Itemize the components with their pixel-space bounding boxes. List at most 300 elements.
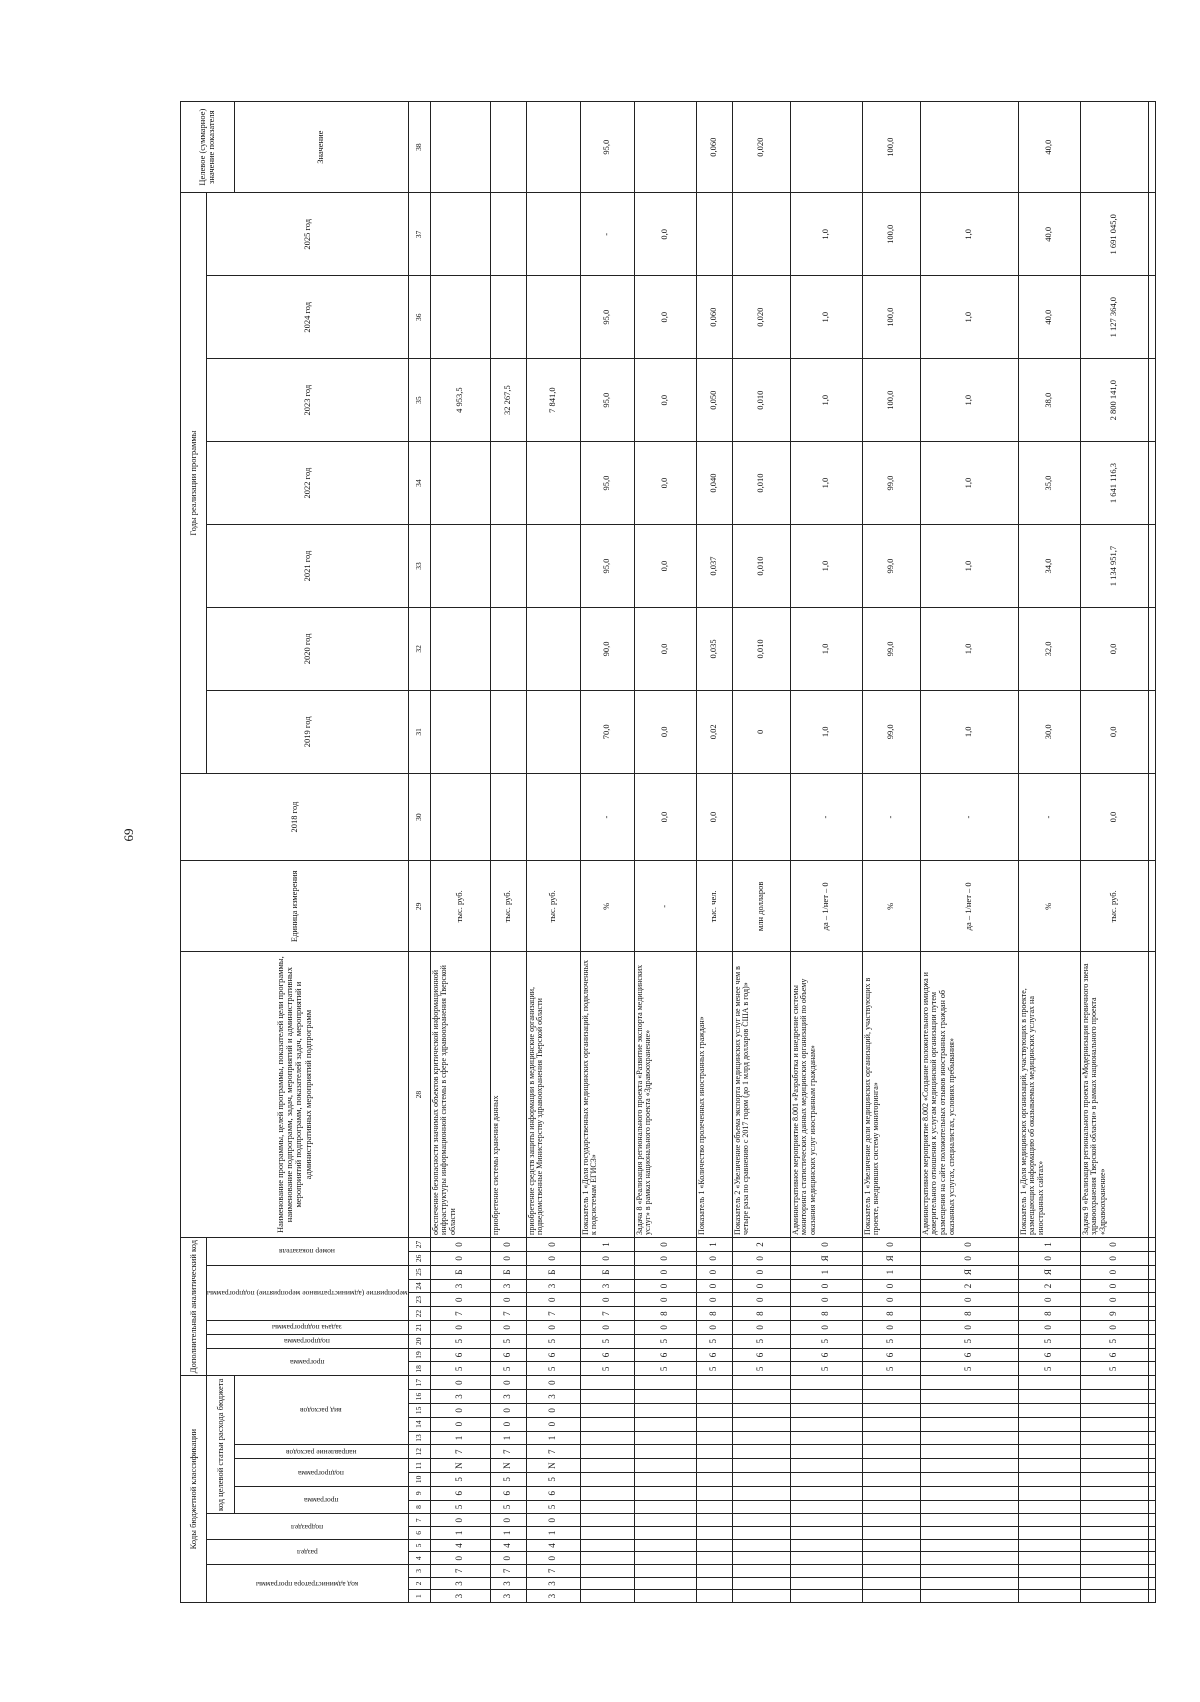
code-cell: 6: [732, 1348, 790, 1362]
code-cell: 3: [490, 1590, 526, 1603]
code-cell: 0: [430, 1320, 490, 1334]
code-cell: 0: [430, 1403, 490, 1417]
a-subprogram-header: [207, 1334, 409, 1348]
code-cell: [862, 1590, 920, 1603]
code-cell: 0: [526, 1251, 580, 1265]
value-cell: [430, 690, 490, 773]
code-cell: [634, 1500, 696, 1514]
code-cell: [696, 1590, 732, 1603]
code-cell: [920, 1577, 1018, 1590]
value-cell: 70,0: [580, 690, 634, 773]
program-code-header: [234, 1486, 408, 1514]
code-cell: 0: [430, 1514, 490, 1527]
code-cell: [790, 1390, 862, 1404]
code-cell: 4: [430, 1539, 490, 1552]
code-cell: 0: [732, 1251, 790, 1265]
column-number: 32: [408, 607, 430, 690]
value-cell: 0,0: [634, 359, 696, 442]
column-number: 8: [408, 1500, 430, 1514]
code-cell: [732, 1486, 790, 1500]
code-cell: 5: [732, 1334, 790, 1348]
code-cell: 5: [490, 1334, 526, 1348]
value-cell: [526, 442, 580, 525]
value-cell: [526, 276, 580, 359]
code-cell: 8: [696, 1307, 732, 1321]
code-cell: 0: [430, 1251, 490, 1265]
code-cell: [1080, 1376, 1148, 1390]
code-cell: [1018, 1403, 1080, 1417]
year-2023-header: 2023 год: [207, 359, 409, 442]
code-cell: [1148, 1293, 1155, 1307]
row-unit: [1148, 861, 1155, 952]
year-2021-header: 2021 год: [207, 525, 409, 608]
value-cell: 1 641 116,3: [1080, 442, 1148, 525]
value-cell: 0,0: [696, 773, 732, 861]
year-2022-header: 2022 год: [207, 442, 409, 525]
value-cell: [490, 525, 526, 608]
value-cell: [1148, 442, 1155, 525]
value-cell: 32,0: [1018, 607, 1080, 690]
code-cell: [862, 1552, 920, 1565]
code-cell: [580, 1577, 634, 1590]
code-cell: [862, 1417, 920, 1431]
column-number: 23: [408, 1293, 430, 1307]
code-cell: [1080, 1590, 1148, 1603]
code-cell: [920, 1431, 1018, 1445]
code-cell: [634, 1590, 696, 1603]
code-cell: [580, 1390, 634, 1404]
value-cell: 99,0: [862, 690, 920, 773]
column-number: 27: [408, 1237, 430, 1251]
code-cell: 3: [430, 1390, 490, 1404]
code-cell: [1018, 1472, 1080, 1486]
a-subprogram-label: подпрограмма: [284, 1337, 331, 1347]
value-cell: 1,0: [790, 276, 862, 359]
code-cell: Я: [920, 1265, 1018, 1279]
value-cell: [1148, 359, 1155, 442]
value-cell: -: [1018, 773, 1080, 861]
section-header: [207, 1539, 409, 1564]
code-cell: 8: [1018, 1307, 1080, 1321]
value-cell: [490, 276, 526, 359]
code-cell: [1148, 1376, 1155, 1390]
code-cell: [920, 1527, 1018, 1540]
code-cell: [1148, 1500, 1155, 1514]
code-cell: [634, 1417, 696, 1431]
code-cell: [790, 1403, 862, 1417]
year-2024-header: 2024 год: [207, 276, 409, 359]
code-cell: [1080, 1403, 1148, 1417]
program-code-label: программа: [303, 1496, 339, 1506]
code-cell: 1: [526, 1431, 580, 1445]
code-cell: [790, 1500, 862, 1514]
code-cell: [920, 1417, 1018, 1431]
value-cell: 0,060: [696, 102, 732, 193]
value-cell: 0,010: [732, 442, 790, 525]
value-cell: 4 953,5: [430, 359, 490, 442]
code-cell: [634, 1539, 696, 1552]
row-name: обеспечение безопасности значимых объектов критической информационной инфраструктуры информационной системы в сфере здравоохранения Тверской области: [430, 952, 490, 1238]
code-cell: 0: [526, 1237, 580, 1251]
value-cell: 0,040: [696, 442, 732, 525]
code-cell: 2: [732, 1237, 790, 1251]
value-cell: [790, 102, 862, 193]
code-cell: 0: [526, 1293, 580, 1307]
code-cell: [580, 1431, 634, 1445]
value-cell: -: [920, 773, 1018, 861]
column-number: 9: [408, 1486, 430, 1500]
code-cell: [790, 1565, 862, 1578]
value-cell: 1,0: [790, 359, 862, 442]
value-cell: [430, 193, 490, 276]
value-cell: [490, 773, 526, 861]
table-row: [430, 102, 490, 1603]
code-cell: [732, 1552, 790, 1565]
code-cell: 0: [1080, 1293, 1148, 1307]
value-cell: 0,0: [634, 773, 696, 861]
code-cell: [634, 1527, 696, 1540]
code-cell: 0: [920, 1293, 1018, 1307]
code-cell: 5: [490, 1362, 526, 1376]
value-cell: -: [790, 773, 862, 861]
code-cell: 0: [430, 1417, 490, 1431]
code-cell: 5: [790, 1334, 862, 1348]
code-cell: 5: [634, 1334, 696, 1348]
code-cell: [1148, 1390, 1155, 1404]
code-cell: 0: [732, 1293, 790, 1307]
code-cell: 0: [490, 1251, 526, 1265]
code-cell: [696, 1390, 732, 1404]
code-cell: [790, 1514, 862, 1527]
code-cell: [696, 1486, 732, 1500]
code-cell: Я: [790, 1251, 862, 1265]
code-cell: Б: [580, 1265, 634, 1279]
code-cell: [1080, 1417, 1148, 1431]
a-indicator-header: [207, 1237, 409, 1265]
code-cell: 7: [580, 1307, 634, 1321]
value-cell: 40,0: [1018, 276, 1080, 359]
value-cell: 95,0: [580, 442, 634, 525]
code-cell: [1018, 1552, 1080, 1565]
code-cell: 3: [430, 1590, 490, 1603]
code-cell: [862, 1445, 920, 1459]
code-cell: [1148, 1265, 1155, 1279]
value-cell: [1148, 690, 1155, 773]
column-number: 21: [408, 1320, 430, 1334]
value-cell: -: [580, 193, 634, 276]
code-cell: [732, 1527, 790, 1540]
column-number: 33: [408, 525, 430, 608]
code-cell: [1080, 1552, 1148, 1565]
code-cell: 0: [490, 1417, 526, 1431]
code-cell: [1148, 1472, 1155, 1486]
code-cell: [1148, 1590, 1155, 1603]
code-cell: 5: [696, 1334, 732, 1348]
code-cell: 0: [696, 1293, 732, 1307]
column-number: 17: [408, 1376, 430, 1390]
value-cell: 99,0: [862, 525, 920, 608]
a-measure-label: мероприятие (административное мероприятие) подпрограммы: [207, 1288, 408, 1298]
a-program-header: [207, 1348, 409, 1376]
code-cell: 0: [1080, 1279, 1148, 1293]
code-cell: 0: [920, 1251, 1018, 1265]
value-cell: 0,0: [634, 276, 696, 359]
a-indicator-label: номер показателя: [279, 1247, 336, 1257]
code-cell: 0: [1080, 1320, 1148, 1334]
value-cell: [430, 442, 490, 525]
value-cell: -: [580, 773, 634, 861]
code-cell: [634, 1390, 696, 1404]
code-cell: [732, 1565, 790, 1578]
column-number: 13: [408, 1431, 430, 1445]
code-cell: Б: [430, 1265, 490, 1279]
expense-item-header: код целевой статьи расхода бюджета: [207, 1376, 235, 1514]
row-name: Административное мероприятие 8.001 «Разработка и внедрение системы мониторинга статистических данных медицинских организаций по объему оказания медицинских услуг иностранным гражданам»: [790, 952, 862, 1238]
value-cell: 1 691 045,0: [1080, 193, 1148, 276]
code-cell: 8: [790, 1307, 862, 1321]
code-cell: [1148, 1445, 1155, 1459]
column-number: 29: [408, 861, 430, 952]
value-cell: 2 800 141,0: [1080, 359, 1148, 442]
column-number: 15: [408, 1403, 430, 1417]
value-cell: 0,0: [634, 193, 696, 276]
code-cell: 0: [634, 1237, 696, 1251]
code-cell: [920, 1500, 1018, 1514]
column-number: 37: [408, 193, 430, 276]
value-cell: 0,020: [732, 276, 790, 359]
page-number: 69: [121, 828, 136, 842]
code-cell: [732, 1590, 790, 1603]
row-unit: тыс. руб.: [1080, 861, 1148, 952]
code-cell: [580, 1527, 634, 1540]
column-number: 4: [408, 1552, 430, 1565]
code-cell: 0: [490, 1320, 526, 1334]
value-cell: [732, 773, 790, 861]
code-cell: 5: [862, 1334, 920, 1348]
code-cell: 6: [696, 1348, 732, 1362]
column-number: 7: [408, 1514, 430, 1527]
value-cell: [526, 193, 580, 276]
code-cell: [1148, 1362, 1155, 1376]
value-cell: [1148, 773, 1155, 861]
code-cell: 1: [526, 1527, 580, 1540]
column-number: 10: [408, 1472, 430, 1486]
column-number: 19: [408, 1348, 430, 1362]
code-cell: 0: [634, 1293, 696, 1307]
value-cell: [696, 193, 732, 276]
code-cell: 5: [490, 1500, 526, 1514]
code-cell: 0: [526, 1403, 580, 1417]
value-cell: 30,0: [1018, 690, 1080, 773]
code-cell: [580, 1539, 634, 1552]
value-cell: 0,060: [696, 276, 732, 359]
row-unit: -: [634, 861, 696, 952]
row-name: Показатель 1 «Увеличение доли медицинских организаций, участвующих в проекте, внедривших систему мониторинга»: [862, 952, 920, 1238]
code-cell: [920, 1552, 1018, 1565]
code-cell: [732, 1417, 790, 1431]
code-cell: [634, 1486, 696, 1500]
table-row: [1148, 102, 1155, 1603]
code-cell: [1148, 1307, 1155, 1321]
direction-code-header: [234, 1445, 408, 1459]
code-cell: [1018, 1390, 1080, 1404]
admin-code-label: код администратора программы: [256, 1579, 359, 1589]
code-cell: [862, 1486, 920, 1500]
a-measure-header: [207, 1265, 409, 1320]
code-cell: [580, 1472, 634, 1486]
code-cell: [1148, 1348, 1155, 1362]
value-cell: 0,0: [634, 690, 696, 773]
code-cell: 9: [1080, 1307, 1148, 1321]
code-cell: [1080, 1431, 1148, 1445]
code-cell: 5: [634, 1362, 696, 1376]
value-cell: [732, 193, 790, 276]
code-cell: 5: [490, 1472, 526, 1486]
code-cell: [862, 1390, 920, 1404]
value-cell: 0,010: [732, 359, 790, 442]
code-cell: 0: [1018, 1320, 1080, 1334]
value-cell: 1,0: [920, 193, 1018, 276]
code-cell: 0: [526, 1417, 580, 1431]
table-row: [790, 102, 862, 1603]
code-cell: 7: [526, 1307, 580, 1321]
code-cell: [862, 1376, 920, 1390]
code-cell: 0: [1080, 1265, 1148, 1279]
value-cell: [526, 102, 580, 193]
value-cell: [526, 607, 580, 690]
code-cell: [732, 1577, 790, 1590]
column-number: 34: [408, 442, 430, 525]
code-cell: 3: [526, 1590, 580, 1603]
value-cell: 1,0: [790, 442, 862, 525]
row-name: [1148, 952, 1155, 1238]
code-cell: [862, 1565, 920, 1578]
code-cell: [790, 1417, 862, 1431]
row-name: приобретение средств защиты информации в медицинские организации, подведомственные Министерству здравоохранения Тверской области: [526, 952, 580, 1238]
value-cell: 95,0: [580, 102, 634, 193]
code-cell: [1018, 1445, 1080, 1459]
row-unit: %: [862, 861, 920, 952]
analytic-code-header: Дополнительный аналитический код: [181, 1237, 207, 1375]
code-cell: [1148, 1237, 1155, 1251]
code-cell: 7: [430, 1307, 490, 1321]
code-cell: 4: [490, 1539, 526, 1552]
code-cell: 1: [490, 1431, 526, 1445]
value-cell: 40,0: [1018, 102, 1080, 193]
program-indicators-table: [180, 101, 1156, 1603]
value-cell: 0,020: [732, 102, 790, 193]
row-unit: тыс. руб.: [526, 861, 580, 952]
code-cell: [696, 1539, 732, 1552]
value-cell: 1,0: [790, 525, 862, 608]
code-cell: [732, 1376, 790, 1390]
column-number: 38: [408, 102, 430, 193]
value-cell: 0,0: [1080, 690, 1148, 773]
kind-code-label: вид расходов: [300, 1406, 342, 1416]
code-cell: [920, 1390, 1018, 1404]
value-cell: [1148, 102, 1155, 193]
table-row: [920, 102, 1018, 1603]
code-cell: [696, 1472, 732, 1486]
row-name: Задача 9 «Реализация регионального проекта «Модернизация первичного звена здравоохранения Тверской области» в рамках национального проекта «Здравоохранение»: [1080, 952, 1148, 1238]
code-cell: [696, 1527, 732, 1540]
column-number: 22: [408, 1307, 430, 1321]
value-cell: [920, 102, 1018, 193]
code-cell: 0: [430, 1293, 490, 1307]
code-cell: [920, 1472, 1018, 1486]
code-cell: 0: [790, 1320, 862, 1334]
column-number: 5: [408, 1539, 430, 1552]
code-cell: 7: [490, 1445, 526, 1459]
code-cell: 5: [1080, 1362, 1148, 1376]
admin-code-header: [207, 1565, 409, 1603]
code-cell: [862, 1577, 920, 1590]
rotated-table-wrapper: [180, 101, 1119, 1603]
code-cell: [696, 1459, 732, 1473]
value-cell: 0,02: [696, 690, 732, 773]
value-cell: 1 134 951,7: [1080, 525, 1148, 608]
code-cell: 6: [1018, 1348, 1080, 1362]
code-cell: 1: [490, 1527, 526, 1540]
code-cell: 0: [634, 1265, 696, 1279]
code-cell: [580, 1514, 634, 1527]
code-cell: [732, 1472, 790, 1486]
target-value-header: Значение: [234, 102, 408, 193]
code-cell: [1018, 1527, 1080, 1540]
code-cell: 6: [430, 1486, 490, 1500]
row-name: Показатель 2 «Увеличение объема экспорта медицинских услуг не менее чем в четыре раза по сравнению с 2017 годом (до 1 млрд долларов США в год)»: [732, 952, 790, 1238]
value-cell: 1,0: [920, 607, 1018, 690]
code-cell: [1148, 1577, 1155, 1590]
code-cell: [790, 1376, 862, 1390]
column-number: 14: [408, 1417, 430, 1431]
subsection-label: подраздел: [291, 1522, 324, 1532]
code-cell: [920, 1565, 1018, 1578]
code-cell: [920, 1445, 1018, 1459]
code-cell: 0: [790, 1237, 862, 1251]
code-cell: [634, 1376, 696, 1390]
code-cell: 7: [526, 1565, 580, 1578]
code-cell: 0: [696, 1251, 732, 1265]
code-cell: [696, 1552, 732, 1565]
code-cell: 0: [696, 1279, 732, 1293]
value-cell: 0,010: [732, 525, 790, 608]
code-cell: [1148, 1431, 1155, 1445]
code-cell: 5: [920, 1334, 1018, 1348]
value-cell: [430, 102, 490, 193]
code-cell: [580, 1486, 634, 1500]
code-cell: 0: [490, 1293, 526, 1307]
code-cell: 0: [1080, 1251, 1148, 1265]
value-cell: 38,0: [1018, 359, 1080, 442]
a-task-label: задача подпрограммы: [272, 1323, 343, 1333]
column-number: 20: [408, 1334, 430, 1348]
code-cell: 8: [862, 1307, 920, 1321]
code-cell: 3: [490, 1577, 526, 1590]
code-cell: [580, 1445, 634, 1459]
code-cell: 1: [430, 1431, 490, 1445]
code-cell: 1: [580, 1237, 634, 1251]
code-cell: 3: [430, 1279, 490, 1293]
code-cell: 1: [790, 1265, 862, 1279]
code-cell: [862, 1539, 920, 1552]
code-cell: [580, 1565, 634, 1578]
column-number: 24: [408, 1279, 430, 1293]
code-cell: 0: [732, 1265, 790, 1279]
row-name: Показатель 1 «Доля государственных медицинских организаций, подключенных к подсистемам ЕГИСЗ»: [580, 952, 634, 1238]
value-cell: 0,0: [634, 442, 696, 525]
code-cell: [580, 1376, 634, 1390]
